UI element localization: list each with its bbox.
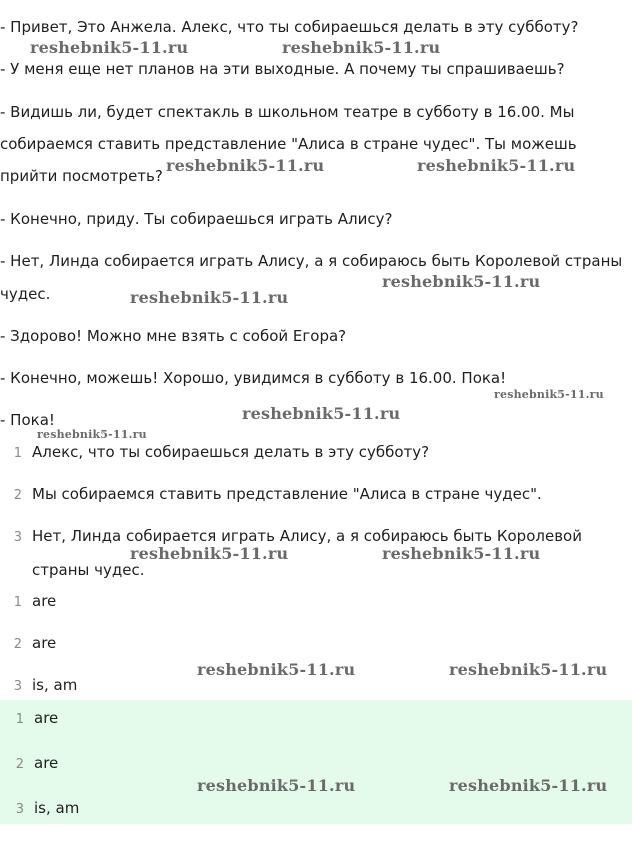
item-number: 3 <box>13 530 22 545</box>
list-item <box>2 798 79 820</box>
item-text: Мы собираемся ставить представление "Алиса в стране чудес". <box>32 485 542 503</box>
item-text: are <box>34 709 59 727</box>
item-number: 2 <box>13 488 22 503</box>
list-item <box>0 633 56 655</box>
list-item <box>2 708 58 730</box>
watermark: reshebnik5-11.ru <box>130 288 289 307</box>
item-text: are <box>32 592 57 610</box>
item-text: are <box>32 634 57 652</box>
item-text: is, am <box>32 676 78 694</box>
watermark: reshebnik5-11.ru <box>37 428 147 441</box>
item-text: Нет, Линда собирается играть Алису, а я собираюсь быть Королевой <box>32 527 582 545</box>
item-text-continuation: страны чудес. <box>32 561 145 579</box>
dialogue-line: чудес. <box>0 285 51 303</box>
watermark: reshebnik5-11.ru <box>494 388 604 401</box>
dialogue-line: - Видишь ли, будет спектакль в школьном театре в субботу в 16.00. Мы <box>0 103 575 121</box>
dialogue-line: - Конечно, приду. Ты собираешься играть Алису? <box>0 210 393 228</box>
watermark: reshebnik5-11.ru <box>130 544 289 563</box>
watermark: reshebnik5-11.ru <box>449 660 608 679</box>
dialogue-line: - Нет, Линда собирается играть Алису, а я собираюсь быть Королевой страны <box>0 252 623 270</box>
dialogue-line: прийти посмотреть? <box>0 167 163 185</box>
item-number: 3 <box>13 679 22 694</box>
dialogue-line: - Здорово! Можно мне взять с собой Егора? <box>0 327 347 345</box>
list-item <box>0 442 429 464</box>
watermark: reshebnik5-11.ru <box>197 660 356 679</box>
item-number: 1 <box>13 446 22 461</box>
item-text: are <box>34 754 59 772</box>
watermark: reshebnik5-11.ru <box>382 272 541 291</box>
watermark: reshebnik5-11.ru <box>382 544 541 563</box>
watermark: reshebnik5-11.ru <box>197 776 356 795</box>
watermark: reshebnik5-11.ru <box>282 38 441 57</box>
item-number: 3 <box>15 802 24 817</box>
list-item <box>0 484 542 506</box>
dialogue-line: - Привет, Это Анжела. Алекс, что ты собираешься делать в эту субботу? <box>0 18 579 36</box>
watermark: reshebnik5-11.ru <box>449 776 608 795</box>
watermark: reshebnik5-11.ru <box>242 404 401 423</box>
watermark: reshebnik5-11.ru <box>417 156 576 175</box>
item-number: 2 <box>13 637 22 652</box>
list-item <box>0 591 56 613</box>
item-number: 1 <box>15 712 24 727</box>
watermark: reshebnik5-11.ru <box>166 156 325 175</box>
dialogue-line: собираемся ставить представление "Алиса в стране чудес". Ты можешь <box>0 135 577 153</box>
answer-highlight-box <box>0 700 632 824</box>
item-text: Алекс, что ты собираешься делать в эту субботу? <box>32 443 430 461</box>
list-item <box>2 753 58 775</box>
item-number: 2 <box>15 757 24 772</box>
dialogue-line: - Пока! <box>0 411 55 429</box>
list-item <box>0 675 77 697</box>
dialogue-line: - У меня еще нет планов на эти выходные. А почему ты спрашиваешь? <box>0 60 565 78</box>
watermark: reshebnik5-11.ru <box>30 38 189 57</box>
item-text: is, am <box>34 799 80 817</box>
item-number: 1 <box>13 595 22 610</box>
dialogue-line: - Конечно, можешь! Хорошо, увидимся в субботу в 16.00. Пока! <box>0 369 507 387</box>
